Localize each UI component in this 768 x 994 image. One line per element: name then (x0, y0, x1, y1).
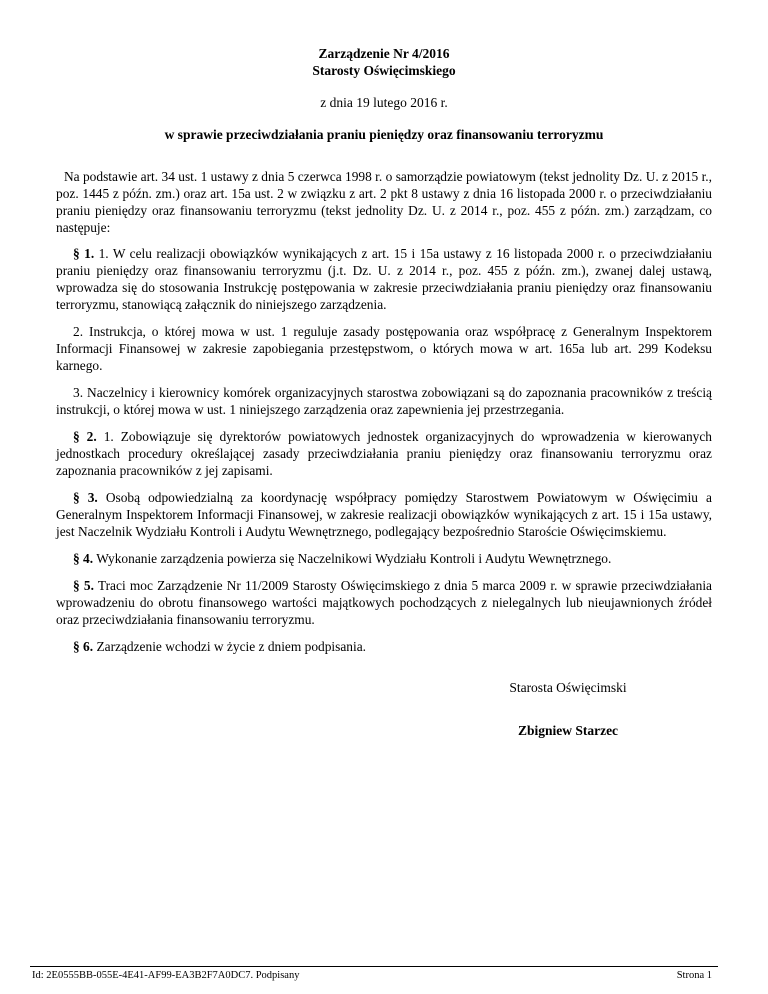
section-1-text: 1. W celu realizacji obowiązków wynikających z art. 15 i 15a ustawy z 16 listopada 2000 r. o przeciwdziałaniu praniu pieniędzy oraz finansowaniu terroryzmu (j.t. Dz. U. z 2014 r., poz. 455 z późn. zm.), zwanej dalej ustawą, wprowadza się do stosowania Instrukcję postępowania w zakresie przeciwdziałania praniu pieniędzy oraz finansowaniu terroryzmu, stanowiącą załącznik do niniejszego zarządzenia. (56, 246, 713, 312)
section-4 (56, 550, 712, 567)
document-title-issuer: Starosty Oświęcimskiego (312, 63, 456, 78)
document-subject: w sprawie przeciwdziałania praniu pieniędzy oraz finansowaniu terroryzmu (164, 127, 604, 142)
section-5-text: Traci moc Zarządzenie Nr 11/2009 Starosty Oświęcimskiego z dnia 5 marca 2009 r. w sprawie przeciwdziałania wprowadzeniu do obrotu finansowego wartości majątkowych pochodzących z nielegalnych lub nieujawnionych źródeł oraz przeciwdziałania finansowaniu terroryzmu. (56, 578, 712, 627)
section-6 (56, 638, 712, 655)
section-5-label: § 5. (73, 578, 94, 593)
section-4-label: § 4. (73, 551, 94, 566)
document-title-number: Zarządzenie Nr 4/2016 (318, 46, 450, 61)
section-3-text: Osobą odpowiedzialną za koordynację współpracy pomiędzy Starostwem Powiatowym w Oświęcimiu a Generalnym Inspektorem Informacji Finansowej, w zakresie realizacji obowiązków wynikających z art. 15 i 15a ustawy, jest Naczelnik Wydziału Kontroli i Audytu Wewnętrznego, podlegający bezpośrednio Staroście Oświęcimskiemu. (56, 490, 712, 539)
signature-name: Zbigniew Starzec (517, 723, 619, 738)
section-1-paragraph-3: 3. Naczelnicy i kierownicy komórek organizacyjnych starostwa zobowiązani są do zapoznania pracowników z treścią instrukcji, o której mowa w ust. 1 niniejszego zarządzenia oraz zapewnienia jej przestrzegania. (56, 385, 712, 417)
section-5 (56, 577, 712, 628)
document-date: z dnia 19 lutego 2016 r. (320, 95, 448, 110)
section-4-text: Wykonanie zarządzenia powierza się Naczelnikowi Wydziału Kontroli i Audytu Wewnętrznego. (93, 551, 612, 566)
section-3-label: § 3. (73, 490, 98, 505)
signature-title: Starosta Oświęcimski (509, 680, 627, 695)
section-2 (56, 428, 712, 479)
section-6-text: Zarządzenie wchodzi w życie z dniem podpisania. (93, 639, 366, 654)
section-6-label: § 6. (73, 639, 94, 654)
footer-divider (30, 966, 718, 967)
document-body (56, 168, 712, 665)
section-2-label: § 2. (73, 429, 97, 444)
preamble: Na podstawie art. 34 ust. 1 ustawy z dnia 5 czerwca 1998 r. o samorządzie powiatowym (tekst jednolity Dz. U. z 2015 r., poz. 1445 z późn. zm.) oraz art. 15a ust. 2 w związku z art. 2 pkt 8 ustawy z dnia 16 listopada 2000 r. o przeciwdziałaniu praniu pieniędzy oraz finansowaniu terroryzmu (tekst jednolity Dz. U. z 2014 r., poz. 455 z późn. zm.) zarządzam, co następuje: (56, 169, 712, 235)
footer-page-number: Strona 1 (676, 970, 712, 981)
section-1-paragraph-2: 2. Instrukcja, o której mowa w ust. 1 reguluje zasady postępowania oraz współpracę z Generalnym Inspektorem Informacji Finansowej w zakresie zapobiegania przestępstwom, o których mowa w art. 165a lub art. 299 Kodeksu karnego. (56, 324, 712, 373)
section-3 (56, 489, 712, 540)
section-1 (56, 245, 712, 313)
footer-document-id: Id: 2E0555BB-055E-4E41-AF99-EA3B2F7A0DC7. Podpisany (32, 970, 300, 981)
section-1-label: § 1. (73, 246, 95, 261)
section-2-text: 1. Zobowiązuje się dyrektorów powiatowych jednostek organizacyjnych do wprowadzenia w kierowanych jednostkach procedury określającej zasady przeciwdziałania praniu pieniędzy oraz finansowaniu terroryzmu oraz zapoznania pracowników z jej zapisami. (56, 429, 712, 478)
